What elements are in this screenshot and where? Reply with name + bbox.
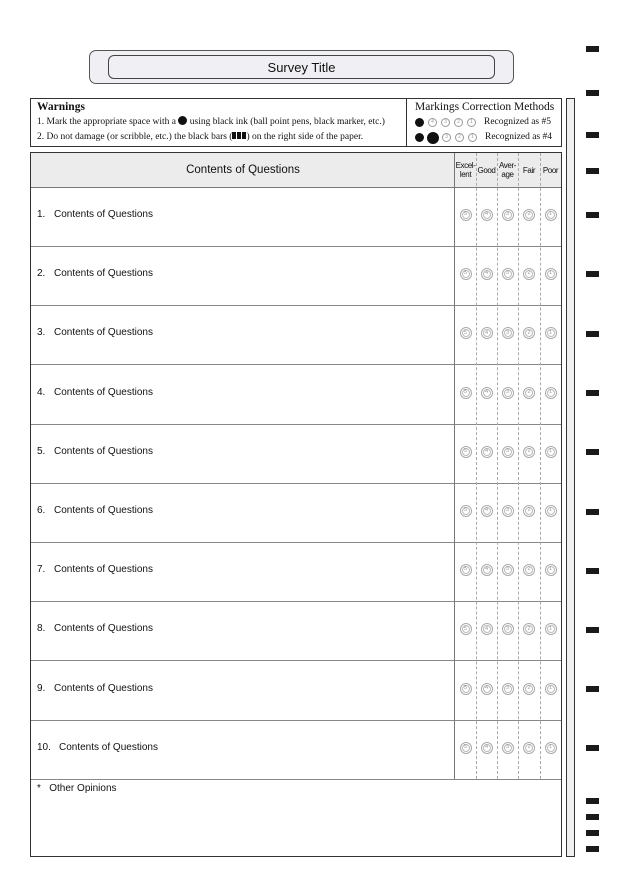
rating-value: 5 <box>462 389 470 397</box>
question-row <box>31 483 561 543</box>
rating-value: 5 <box>462 507 470 515</box>
empty-bubble-icon: 3 <box>441 118 450 127</box>
column-header <box>476 153 497 187</box>
rating-bubble[interactable] <box>502 327 514 339</box>
rating-bubble[interactable] <box>523 387 535 399</box>
question-row <box>31 601 561 661</box>
rating-value: 3 <box>504 685 512 693</box>
column-header-line1: Aver- <box>499 161 516 170</box>
column-divider-dashed <box>497 153 498 779</box>
rating-bubble[interactable] <box>481 446 493 458</box>
rating-value: 3 <box>504 625 512 633</box>
question-label: Contents of Questions <box>54 268 153 280</box>
timing-mark <box>586 568 599 574</box>
question-row <box>31 424 561 484</box>
rating-bubble[interactable] <box>545 623 557 635</box>
question-row <box>31 246 561 306</box>
rating-value: 3 <box>504 211 512 219</box>
timing-mark <box>586 271 599 277</box>
rating-value: 4 <box>483 329 491 337</box>
rating-bubble[interactable] <box>545 387 557 399</box>
timing-mark <box>586 168 599 174</box>
rating-bubble[interactable] <box>545 505 557 517</box>
filled-bubble-icon <box>415 118 424 127</box>
rating-bubble[interactable] <box>502 446 514 458</box>
rating-bubble[interactable] <box>460 268 472 280</box>
rating-bubble[interactable] <box>460 327 472 339</box>
rating-bubble[interactable] <box>460 209 472 221</box>
warning-line-1-b: using black ink (ball point pens, black marker, etc.) <box>187 117 385 127</box>
question-number: 3. <box>37 327 46 339</box>
correction-rows <box>415 115 561 145</box>
rating-bubble[interactable] <box>545 327 557 339</box>
rating-bubble[interactable] <box>502 387 514 399</box>
filled-bubble-icon <box>415 133 424 142</box>
rating-value: 1 <box>547 685 555 693</box>
column-header-line2: age <box>501 170 514 179</box>
table-header <box>31 153 561 188</box>
column-header <box>518 153 540 187</box>
question-number: 6. <box>37 505 46 516</box>
rating-value: 3 <box>504 507 512 515</box>
question-row <box>31 542 561 602</box>
timing-mark <box>586 212 599 218</box>
rating-bubble[interactable] <box>545 268 557 280</box>
column-header <box>497 153 518 187</box>
empty-bubble-icon: 2 <box>454 118 463 127</box>
timing-mark <box>586 449 599 455</box>
rating-value: 5 <box>462 448 470 456</box>
question-label: Contents of Questions <box>59 741 158 753</box>
rating-value: 2 <box>525 270 533 278</box>
survey-title-frame <box>89 50 514 84</box>
overfilled-bubble-icon <box>427 132 439 144</box>
rating-bubble[interactable] <box>460 564 472 576</box>
warnings-title: Warnings <box>37 101 85 113</box>
rating-bubble[interactable] <box>523 268 535 280</box>
rating-value: 2 <box>525 744 533 752</box>
rating-bubble[interactable] <box>460 742 472 754</box>
rating-bubble[interactable] <box>460 683 472 695</box>
rating-bubble[interactable] <box>460 505 472 517</box>
rating-value: 1 <box>547 744 555 752</box>
other-opinions <box>37 783 117 795</box>
rating-bubble[interactable] <box>502 505 514 517</box>
empty-bubble-icon: 1 <box>467 118 476 127</box>
rating-bubble[interactable] <box>545 446 557 458</box>
rating-value: 2 <box>525 566 533 574</box>
question-text <box>37 564 153 576</box>
rating-value: 5 <box>462 625 470 633</box>
question-label: Contents of Questions <box>54 682 153 694</box>
question-row <box>31 365 561 425</box>
timing-mark <box>586 686 599 692</box>
survey-title: Survey Title <box>108 55 495 79</box>
timing-mark <box>586 509 599 515</box>
question-text <box>37 505 153 517</box>
question-text <box>37 209 153 221</box>
rating-bubble[interactable] <box>460 446 472 458</box>
question-number: 2. <box>37 268 46 280</box>
question-text <box>37 327 153 339</box>
rating-value: 1 <box>547 448 555 456</box>
rating-value: 2 <box>525 625 533 633</box>
rating-bubble[interactable] <box>481 742 493 754</box>
rating-value: 3 <box>504 566 512 574</box>
rating-bubble[interactable] <box>460 623 472 635</box>
rating-value: 4 <box>483 270 491 278</box>
timing-mark <box>586 331 599 337</box>
timing-mark <box>586 132 599 138</box>
rating-bubble[interactable] <box>481 327 493 339</box>
warning-line-2 <box>37 130 400 145</box>
questions-table <box>30 152 562 857</box>
rating-value: 5 <box>462 329 470 337</box>
rating-value: 3 <box>504 448 512 456</box>
rating-bubble[interactable] <box>545 742 557 754</box>
rating-bubble[interactable] <box>523 683 535 695</box>
correction-panel <box>407 99 561 146</box>
question-label: Contents of Questions <box>54 327 153 339</box>
question-text <box>37 742 158 754</box>
table-header-label: Contents of Questions <box>186 164 300 176</box>
rating-bubble[interactable] <box>481 564 493 576</box>
rating-bubble[interactable] <box>481 505 493 517</box>
question-number: 1. <box>37 209 46 220</box>
question-text <box>37 387 153 399</box>
rating-bubble[interactable] <box>481 623 493 635</box>
warnings-panel <box>31 99 407 146</box>
column-divider <box>454 153 455 779</box>
rating-value: 1 <box>547 566 555 574</box>
warning-line-1-a: 1. Mark the appropriate space with a <box>37 117 179 127</box>
rating-bubble[interactable] <box>523 446 535 458</box>
rating-value: 5 <box>462 566 470 574</box>
rating-bubble[interactable] <box>502 209 514 221</box>
rating-value: 4 <box>483 625 491 633</box>
question-number: 8. <box>37 623 46 635</box>
correction-row <box>415 115 561 130</box>
question-row <box>31 720 561 780</box>
timing-mark <box>586 390 599 396</box>
rating-value: 5 <box>462 211 470 219</box>
rating-value: 4 <box>483 448 491 456</box>
rating-value: 4 <box>483 744 491 752</box>
empty-bubble-icon: 4 <box>428 118 437 127</box>
column-header-line1: Poor <box>542 165 559 175</box>
rating-value: 3 <box>504 329 512 337</box>
question-label: Contents of Questions <box>54 505 153 516</box>
rating-value: 2 <box>525 507 533 515</box>
column-header-line1: Excel- <box>455 161 476 170</box>
timing-mark <box>586 814 599 820</box>
column-divider-dashed <box>540 153 541 779</box>
rating-value: 3 <box>504 744 512 752</box>
correction-row <box>415 130 561 145</box>
side-strip <box>566 98 575 857</box>
question-number: 7. <box>37 564 46 576</box>
rating-bubble[interactable] <box>545 683 557 695</box>
rating-bubble[interactable] <box>460 387 472 399</box>
question-label: Contents of Questions <box>54 209 153 220</box>
question-row <box>31 305 561 365</box>
question-text <box>37 268 153 280</box>
rating-bubble[interactable] <box>502 742 514 754</box>
rating-value: 1 <box>547 389 555 397</box>
warning-line-2-b: ) on the right side of the paper. <box>246 132 364 142</box>
rating-value: 4 <box>483 566 491 574</box>
rating-value: 4 <box>483 507 491 515</box>
empty-bubble-icon: 1 <box>468 133 477 142</box>
rating-bubble[interactable] <box>481 387 493 399</box>
column-header-line1: Good <box>477 165 496 175</box>
question-label: Contents of Questions <box>54 445 153 457</box>
rating-value: 4 <box>483 211 491 219</box>
rating-value: 4 <box>483 685 491 693</box>
opinions-label: Other Opinions <box>49 783 117 794</box>
correction-label: Recognized as #4 <box>485 132 553 142</box>
rating-value: 5 <box>462 744 470 752</box>
rating-value: 2 <box>525 389 533 397</box>
rating-value: 5 <box>462 270 470 278</box>
question-text <box>37 446 153 458</box>
rating-bubble[interactable] <box>545 564 557 576</box>
rating-bubble[interactable] <box>523 505 535 517</box>
timing-mark <box>586 90 599 96</box>
column-header-line2: lent <box>459 170 472 179</box>
question-text <box>37 683 153 695</box>
rating-value: 2 <box>525 329 533 337</box>
rating-bubble[interactable] <box>481 268 493 280</box>
rating-value: 1 <box>547 507 555 515</box>
rating-value: 1 <box>547 625 555 633</box>
column-header <box>455 153 476 187</box>
column-divider-dashed <box>518 153 519 779</box>
timing-mark <box>586 798 599 804</box>
rating-value: 2 <box>525 448 533 456</box>
correction-label: Recognized as #5 <box>484 117 552 127</box>
column-header-line1: Fair <box>522 165 536 175</box>
question-label: Contents of Questions <box>54 623 153 635</box>
timing-mark <box>586 627 599 633</box>
rating-bubble[interactable] <box>502 623 514 635</box>
rating-value: 4 <box>483 389 491 397</box>
rating-bubble[interactable] <box>523 742 535 754</box>
question-text <box>37 623 153 635</box>
rating-bubble[interactable] <box>545 209 557 221</box>
question-label: Contents of Questions <box>54 564 153 576</box>
rating-value: 2 <box>525 685 533 693</box>
timing-mark <box>586 830 599 836</box>
empty-bubble-icon: 2 <box>455 133 464 142</box>
rating-bubble[interactable] <box>523 564 535 576</box>
timing-mark <box>586 846 599 852</box>
rating-value: 1 <box>547 270 555 278</box>
rating-bubble[interactable] <box>502 683 514 695</box>
column-divider-dashed <box>476 153 477 779</box>
warning-line-1 <box>37 115 400 130</box>
rating-bubble[interactable] <box>523 327 535 339</box>
warning-line-2-a: 2. Do not damage (or scribble, etc.) the black bars ( <box>37 132 233 142</box>
question-number: 5. <box>37 445 46 457</box>
column-header <box>540 153 561 187</box>
rating-bubble[interactable] <box>502 564 514 576</box>
question-number: 4. <box>37 386 46 398</box>
opinions-bullet: * <box>37 783 41 794</box>
rating-bubble[interactable] <box>481 209 493 221</box>
question-number: 10. <box>37 741 51 753</box>
rating-bubble[interactable] <box>523 623 535 635</box>
question-label: Contents of Questions <box>54 386 153 398</box>
rating-value: 3 <box>504 389 512 397</box>
black-bars-icon <box>232 132 246 139</box>
rating-value: 2 <box>525 211 533 219</box>
question-row <box>31 661 561 721</box>
rating-bubble[interactable] <box>502 268 514 280</box>
rating-value: 5 <box>462 685 470 693</box>
rating-value: 1 <box>547 329 555 337</box>
warnings-box <box>30 98 562 147</box>
question-number: 9. <box>37 682 46 694</box>
rating-bubble[interactable] <box>481 683 493 695</box>
timing-mark <box>586 745 599 751</box>
rating-value: 3 <box>504 270 512 278</box>
question-row <box>31 187 561 247</box>
rating-bubble[interactable] <box>523 209 535 221</box>
correction-title: Markings Correction Methods <box>415 101 555 113</box>
empty-bubble-icon: 3 <box>442 133 451 142</box>
rating-value: 1 <box>547 211 555 219</box>
timing-mark <box>586 46 599 52</box>
